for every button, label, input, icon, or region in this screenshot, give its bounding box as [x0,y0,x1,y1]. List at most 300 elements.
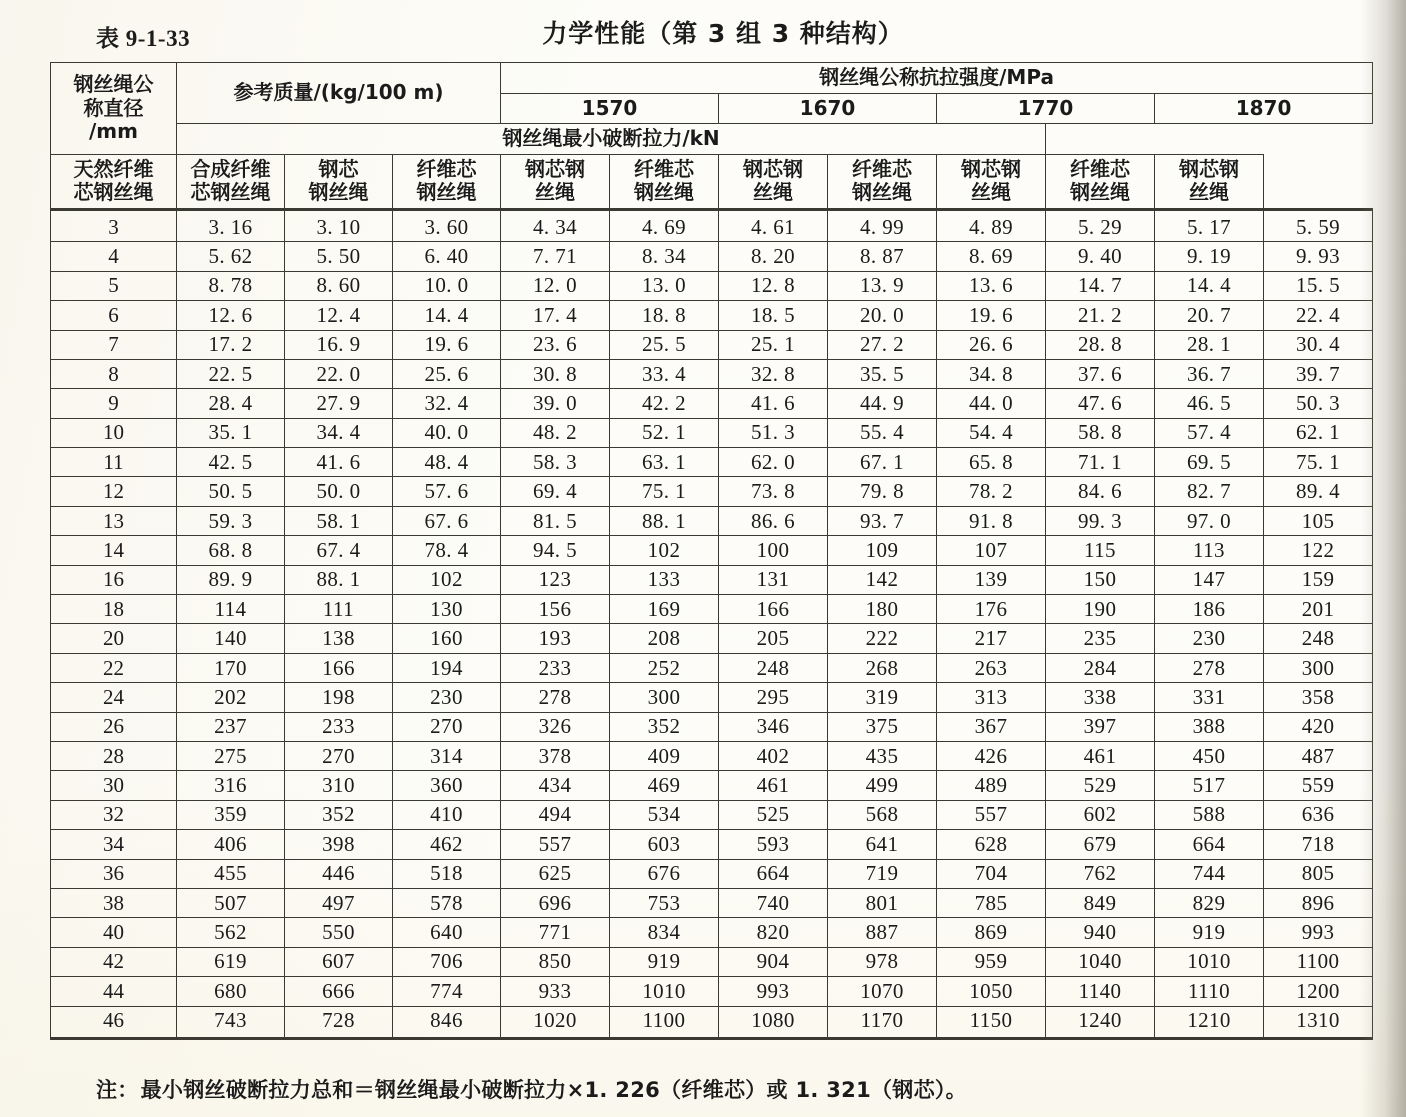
cell-break-0: 278 [501,683,610,712]
cell-mass-2: 270 [393,712,501,741]
cell-break-3: 67. 1 [828,448,937,477]
cell-break-3: 79. 8 [828,477,937,506]
cell-mass-0: 17. 2 [177,330,285,359]
cell-break-0: 494 [501,800,610,829]
cell-break-2: 525 [719,800,828,829]
cell-mass-1: 3. 10 [285,209,393,241]
header-break-steel-1570: 钢芯钢 丝绳 [501,154,610,209]
cell-break-3: 142 [828,565,937,594]
header-strength-1770: 1770 [937,93,1155,124]
cell-break-1: 300 [610,683,719,712]
cell-break-2: 51. 3 [719,418,828,447]
table-row [51,888,1373,917]
cell-diameter: 9 [51,389,177,418]
cell-break-1: 208 [610,624,719,653]
cell-break-6: 829 [1155,888,1264,917]
cell-mass-1: 41. 6 [285,448,393,477]
cell-break-7: 1200 [1264,977,1373,1006]
cell-diameter: 32 [51,800,177,829]
cell-break-4: 313 [937,683,1046,712]
cell-mass-1: 34. 4 [285,418,393,447]
cell-break-3: 93. 7 [828,506,937,535]
cell-mass-2: 462 [393,830,501,859]
cell-break-1: 63. 1 [610,448,719,477]
cell-diameter: 5 [51,271,177,300]
cell-break-3: 55. 4 [828,418,937,447]
cell-break-7: 993 [1264,918,1373,947]
cell-break-5: 5. 29 [1046,209,1155,241]
cell-break-7: 1310 [1264,1006,1373,1038]
cell-break-5: 602 [1046,800,1155,829]
cell-break-5: 338 [1046,683,1155,712]
table-row [51,418,1373,447]
table-row [51,683,1373,712]
cell-diameter: 10 [51,418,177,447]
cell-break-4: 217 [937,624,1046,653]
cell-break-0: 850 [501,947,610,976]
header-mass-natural-line1: 天然纤维 [73,156,154,181]
cell-break-0: 1020 [501,1006,610,1038]
cell-mass-2: 230 [393,683,501,712]
cell-mass-2: 10. 0 [393,271,501,300]
cell-mass-0: 619 [177,947,285,976]
cell-mass-0: 8. 78 [177,271,285,300]
header-break-fiber-1570: 纤维芯 钢丝绳 [393,154,501,209]
cell-diameter: 12 [51,477,177,506]
cell-break-7: 300 [1264,653,1373,682]
cell-break-7: 122 [1264,536,1373,565]
header-break-fiber-1670: 纤维芯 钢丝绳 [610,154,719,209]
cell-break-1: 169 [610,595,719,624]
cell-break-4: 628 [937,830,1046,859]
cell-mass-0: 406 [177,830,285,859]
cell-break-5: 71. 1 [1046,448,1155,477]
cell-mass-2: 32. 4 [393,389,501,418]
cell-break-7: 9. 93 [1264,242,1373,271]
cell-mass-0: 42. 5 [177,448,285,477]
cell-mass-2: 774 [393,977,501,1006]
cell-break-7: 105 [1264,506,1373,535]
cell-break-1: 534 [610,800,719,829]
cell-break-0: 696 [501,888,610,917]
cell-mass-0: 3. 16 [177,209,285,241]
cell-break-0: 933 [501,977,610,1006]
header-reference-mass: 参考质量/(kg/100 m) [177,63,501,124]
header-break-fiber-1870: 纤维芯 钢丝绳 [1046,154,1155,209]
cell-break-6: 82. 7 [1155,477,1264,506]
header-min-breaking-force: 钢丝绳最小破断拉力/kN [177,124,1046,155]
cell-break-3: 180 [828,595,937,624]
cell-break-7: 1100 [1264,947,1373,976]
cell-break-0: 156 [501,595,610,624]
cell-break-2: 32. 8 [719,359,828,388]
cell-break-0: 17. 4 [501,301,610,330]
cell-break-6: 331 [1155,683,1264,712]
cell-mass-1: 58. 1 [285,506,393,535]
cell-break-7: 89. 4 [1264,477,1373,506]
cell-mass-1: 233 [285,712,393,741]
cell-mass-0: 50. 5 [177,477,285,506]
cell-break-6: 1210 [1155,1006,1264,1038]
cell-mass-2: 360 [393,771,501,800]
cell-break-6: 186 [1155,595,1264,624]
cell-break-2: 593 [719,830,828,859]
cell-mass-0: 5. 62 [177,242,285,271]
table-note [96,1074,967,1104]
cell-break-5: 1240 [1046,1006,1155,1038]
cell-mass-2: 846 [393,1006,501,1038]
cell-mass-0: 59. 3 [177,506,285,535]
cell-break-0: 557 [501,830,610,859]
cell-break-7: 39. 7 [1264,359,1373,388]
cell-mass-1: 22. 0 [285,359,393,388]
cell-break-3: 44. 9 [828,389,937,418]
cell-mass-1: 310 [285,771,393,800]
cell-break-1: 1100 [610,1006,719,1038]
cell-break-3: 978 [828,947,937,976]
cell-mass-1: 352 [285,800,393,829]
header-mass-natural-line2: 芯钢丝绳 [73,180,154,205]
cell-diameter: 40 [51,918,177,947]
table-row [51,506,1373,535]
cell-mass-2: 160 [393,624,501,653]
cell-mass-1: 111 [285,595,393,624]
cell-break-3: 319 [828,683,937,712]
header-strength-1670: 1670 [719,93,937,124]
cell-break-3: 27. 2 [828,330,937,359]
cell-break-4: 19. 6 [937,301,1046,330]
cell-break-3: 1070 [828,977,937,1006]
cell-mass-0: 680 [177,977,285,1006]
cell-break-0: 94. 5 [501,536,610,565]
cell-break-2: 73. 8 [719,477,828,506]
cell-break-7: 5. 59 [1264,209,1373,241]
header-mass-synthetic-fiber-core [177,154,285,209]
cell-mass-0: 170 [177,653,285,682]
table-header [51,63,1373,210]
cell-break-5: 284 [1046,653,1155,682]
cell-break-5: 9. 40 [1046,242,1155,271]
cell-mass-2: 6. 40 [393,242,501,271]
cell-break-1: 18. 8 [610,301,719,330]
cell-break-4: 54. 4 [937,418,1046,447]
table-row [51,242,1373,271]
cell-break-0: 123 [501,565,610,594]
cell-break-5: 58. 8 [1046,418,1155,447]
cell-break-3: 435 [828,742,937,771]
cell-break-6: 69. 5 [1155,448,1264,477]
cell-mass-1: 166 [285,653,393,682]
cell-break-3: 268 [828,653,937,682]
cell-break-5: 1040 [1046,947,1155,976]
cell-break-3: 801 [828,888,937,917]
cell-mass-0: 202 [177,683,285,712]
header-break-steel-1670: 钢芯钢 丝绳 [719,154,828,209]
cell-break-3: 719 [828,859,937,888]
cell-mass-2: 102 [393,565,501,594]
table-row [51,389,1373,418]
cell-break-1: 1010 [610,977,719,1006]
cell-break-5: 21. 2 [1046,301,1155,330]
cell-diameter: 24 [51,683,177,712]
cell-break-6: 388 [1155,712,1264,741]
cell-break-4: 139 [937,565,1046,594]
cell-break-4: 367 [937,712,1046,741]
header-mass-steel-line1: 钢芯 [318,156,359,181]
cell-break-1: 252 [610,653,719,682]
cell-diameter: 6 [51,301,177,330]
cell-diameter: 3 [51,209,177,241]
cell-mass-2: 78. 4 [393,536,501,565]
table-row [51,359,1373,388]
table-row [51,742,1373,771]
cell-diameter: 13 [51,506,177,535]
cell-diameter: 30 [51,771,177,800]
table-row [51,947,1373,976]
cell-break-0: 81. 5 [501,506,610,535]
cell-break-3: 568 [828,800,937,829]
cell-break-2: 25. 1 [719,330,828,359]
header-break-fiber-1770: 纤维芯 钢丝绳 [828,154,937,209]
cell-break-6: 230 [1155,624,1264,653]
cell-mass-2: 3. 60 [393,209,501,241]
cell-break-3: 20. 0 [828,301,937,330]
cell-mass-0: 507 [177,888,285,917]
cell-break-0: 625 [501,859,610,888]
cell-mass-1: 138 [285,624,393,653]
cell-break-6: 28. 1 [1155,330,1264,359]
cell-mass-0: 35. 1 [177,418,285,447]
cell-mass-1: 12. 4 [285,301,393,330]
cell-break-5: 235 [1046,624,1155,653]
cell-diameter: 34 [51,830,177,859]
cell-break-4: 557 [937,800,1046,829]
cell-break-7: 805 [1264,859,1373,888]
cell-break-0: 326 [501,712,610,741]
cell-break-2: 131 [719,565,828,594]
cell-mass-1: 270 [285,742,393,771]
cell-break-6: 20. 7 [1155,301,1264,330]
table-row [51,565,1373,594]
cell-break-2: 248 [719,653,828,682]
cell-diameter: 44 [51,977,177,1006]
cell-break-6: 57. 4 [1155,418,1264,447]
cell-break-1: 753 [610,888,719,917]
cell-break-0: 23. 6 [501,330,610,359]
cell-diameter: 4 [51,242,177,271]
table-row [51,624,1373,653]
cell-mass-0: 28. 4 [177,389,285,418]
cell-break-3: 1170 [828,1006,937,1038]
cell-break-2: 664 [719,859,828,888]
cell-break-5: 99. 3 [1046,506,1155,535]
cell-break-7: 22. 4 [1264,301,1373,330]
cell-break-4: 489 [937,771,1046,800]
cell-break-5: 679 [1046,830,1155,859]
cell-break-5: 14. 7 [1046,271,1155,300]
cell-break-2: 86. 6 [719,506,828,535]
cell-break-4: 959 [937,947,1046,976]
cell-diameter: 22 [51,653,177,682]
header-diameter-line2: 称直径 [83,95,144,120]
cell-mass-2: 130 [393,595,501,624]
cell-break-1: 25. 5 [610,330,719,359]
table-row [51,918,1373,947]
cell-break-4: 8. 69 [937,242,1046,271]
cell-mass-0: 89. 9 [177,565,285,594]
cell-mass-2: 194 [393,653,501,682]
cell-break-1: 33. 4 [610,359,719,388]
cell-break-5: 28. 8 [1046,330,1155,359]
cell-break-7: 159 [1264,565,1373,594]
cell-break-0: 58. 3 [501,448,610,477]
cell-mass-2: 314 [393,742,501,771]
table-row [51,800,1373,829]
cell-break-2: 4. 61 [719,209,828,241]
cell-break-0: 193 [501,624,610,653]
cell-diameter: 20 [51,624,177,653]
cell-mass-0: 275 [177,742,285,771]
table-row [51,301,1373,330]
cell-break-7: 50. 3 [1264,389,1373,418]
note-label: 注： [96,1078,139,1102]
cell-break-7: 75. 1 [1264,448,1373,477]
cell-break-6: 46. 5 [1155,389,1264,418]
cell-break-0: 69. 4 [501,477,610,506]
cell-break-7: 896 [1264,888,1373,917]
cell-break-1: 676 [610,859,719,888]
cell-mass-2: 518 [393,859,501,888]
cell-mass-2: 67. 6 [393,506,501,535]
cell-mass-1: 67. 4 [285,536,393,565]
cell-break-6: 1110 [1155,977,1264,1006]
header-mass-steel-line2: 钢丝绳 [308,180,369,205]
cell-break-1: 88. 1 [610,506,719,535]
cell-break-4: 869 [937,918,1046,947]
cell-break-5: 150 [1046,565,1155,594]
table-row [51,209,1373,241]
table-row [51,595,1373,624]
cell-break-6: 588 [1155,800,1264,829]
cell-break-6: 5. 17 [1155,209,1264,241]
cell-break-6: 14. 4 [1155,271,1264,300]
cell-break-7: 420 [1264,712,1373,741]
cell-break-1: 75. 1 [610,477,719,506]
cell-break-4: 34. 8 [937,359,1046,388]
cell-break-3: 35. 5 [828,359,937,388]
cell-diameter: 8 [51,359,177,388]
cell-break-0: 771 [501,918,610,947]
cell-mass-0: 743 [177,1006,285,1038]
table-row [51,271,1373,300]
cell-break-4: 78. 2 [937,477,1046,506]
cell-diameter: 38 [51,888,177,917]
cell-break-4: 263 [937,653,1046,682]
cell-diameter: 7 [51,330,177,359]
cell-mass-1: 446 [285,859,393,888]
cell-break-5: 461 [1046,742,1155,771]
cell-break-2: 205 [719,624,828,653]
cell-diameter: 16 [51,565,177,594]
cell-break-6: 9. 19 [1155,242,1264,271]
cell-mass-0: 68. 8 [177,536,285,565]
table-row [51,1006,1373,1038]
cell-diameter: 42 [51,947,177,976]
cell-break-1: 42. 2 [610,389,719,418]
cell-break-5: 529 [1046,771,1155,800]
cell-break-7: 559 [1264,771,1373,800]
cell-mass-2: 640 [393,918,501,947]
cell-break-2: 100 [719,536,828,565]
cell-mass-1: 728 [285,1006,393,1038]
cell-diameter: 14 [51,536,177,565]
cell-break-7: 30. 4 [1264,330,1373,359]
cell-break-1: 352 [610,712,719,741]
cell-mass-0: 562 [177,918,285,947]
cell-break-2: 346 [719,712,828,741]
cell-break-2: 18. 5 [719,301,828,330]
cell-mass-2: 14. 4 [393,301,501,330]
cell-break-4: 26. 6 [937,330,1046,359]
cell-diameter: 36 [51,859,177,888]
cell-break-4: 426 [937,742,1046,771]
cell-mass-2: 410 [393,800,501,829]
cell-break-2: 993 [719,977,828,1006]
cell-break-2: 295 [719,683,828,712]
cell-mass-2: 578 [393,888,501,917]
cell-break-0: 12. 0 [501,271,610,300]
cell-break-0: 434 [501,771,610,800]
cell-break-5: 849 [1046,888,1155,917]
cell-break-2: 12. 8 [719,271,828,300]
cell-break-3: 109 [828,536,937,565]
header-diameter [51,63,177,155]
cell-break-6: 278 [1155,653,1264,682]
cell-break-4: 4. 89 [937,209,1046,241]
cell-mass-2: 48. 4 [393,448,501,477]
cell-break-1: 919 [610,947,719,976]
cell-break-6: 450 [1155,742,1264,771]
cell-break-1: 409 [610,742,719,771]
cell-mass-1: 50. 0 [285,477,393,506]
cell-break-3: 4. 99 [828,209,937,241]
cell-break-5: 397 [1046,712,1155,741]
cell-break-2: 461 [719,771,828,800]
cell-break-7: 718 [1264,830,1373,859]
cell-mass-2: 706 [393,947,501,976]
cell-break-7: 487 [1264,742,1373,771]
cell-break-1: 13. 0 [610,271,719,300]
header-diameter-line3: /mm [89,119,138,144]
cell-break-4: 44. 0 [937,389,1046,418]
cell-break-7: 201 [1264,595,1373,624]
table-row [51,830,1373,859]
header-mass-synthetic-line1: 合成纤维 [190,156,271,181]
cell-mass-0: 22. 5 [177,359,285,388]
header-diameter-line1: 钢丝绳公 [73,72,154,96]
cell-break-4: 91. 8 [937,506,1046,535]
cell-mass-0: 359 [177,800,285,829]
note-text: 最小钢丝破断拉力总和＝钢丝绳最小破断拉力×1. 226（纤维芯）或 1. 321（钢芯）。 [140,1078,967,1102]
header-mass-natural-fiber-core [51,154,177,209]
cell-break-1: 4. 69 [610,209,719,241]
cell-mass-1: 88. 1 [285,565,393,594]
cell-mass-0: 455 [177,859,285,888]
cell-break-7: 358 [1264,683,1373,712]
cell-break-4: 65. 8 [937,448,1046,477]
cell-mass-2: 19. 6 [393,330,501,359]
cell-break-2: 8. 20 [719,242,828,271]
